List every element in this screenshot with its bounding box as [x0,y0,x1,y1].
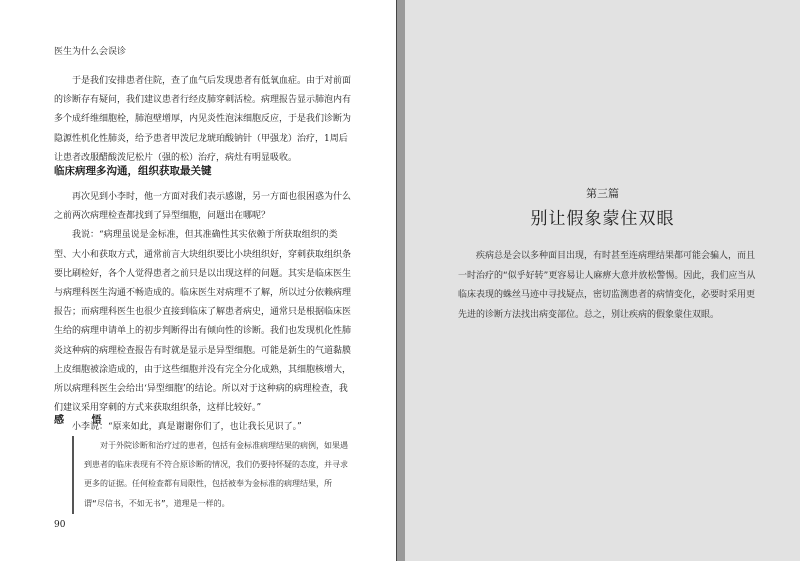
intro-text: 疾病总是会以多种面目出现，有时甚至连病理结果都可能会骗人，而且一时治疗的“似乎好转”更容易让人麻痹大意并放松警惕。因此，我们应当从临床表现的蛛丝马迹中寻找疑点，密切监测患者的病情变化，必要时采用更先进的诊断方法找出病变部位。总之，别让疾病的假象蒙住双眼。 [458,251,756,320]
book-gutter [397,0,405,561]
paragraph: 我说：“病理虽说是金标准，但其准确性其实依赖于所获取组织的类型、大小和获取方式，通常前言大块组织要比小块组织好，穿刺获取组织条要比刷检好，各个人觉得患者之前只是以出现这样的问题。其实是临床医生与病理科医生沟通不畅造成的。临床医生对病理不了解，所以过分依赖病理报告；而病理科医生也很少直接到临床了解患者病史，通常只是根据临床医生给的病理申请单上的初步判断得出有倾向性的诊断。我们也发现机化性肺炎这种病的病理检查报告有时就是显示是异型细胞。可能是新生的气道黏膜上皮细胞被涂造成的，由于这些细胞并没有完全分化成熟，其细胞核增大，所以病理科医生会给出‘异型细胞’的结论。所以对于这种病的病理检查，我们建议采用穿刺的方式来获取组织条，这样比较好。” [54,230,352,414]
paragraph: 再次见到小李时，他一方面对我们表示感谢，另一方面也很困惑为什么之前两次病理检查都找到了异型细胞，问题出在哪呢？ [54,192,352,222]
running-head: 医生为什么会误诊 [54,47,127,57]
part-intro [458,247,758,325]
paragraph: 于是我们安排患者住院，查了血气后发现患者有低氧血症。由于对前面的诊断存有疑问，我们建议患者行经皮肺穿刺活检。病理报告显示肺泡内有多个成纤维细胞栓，肺泡壁增厚，内见炎性泡沫细胞反应，于是我们诊断为隐源性机化性肺炎，给予患者甲泼尼龙琥珀酸钠针（甲强龙）治疗，1周后让患者改服醋酸泼尼松片（强的松）治疗，病灶有明显吸收。 [54,76,352,163]
reflection-text: 对于外院诊断和治疗过的患者，包括有金标准病理结果的病例，如果遇到患者的临床表现有不符合原诊断的情况，我们仍要持怀疑的态度，并寻求更多的证据。任何检查都有局限性，包括被奉为金标准的病理结果，所谓“尽信书，不如无书”，道理是一样的。 [84,441,348,508]
left-page [0,0,397,561]
reflection-title: 感 悟 [54,415,114,426]
page-number: 90 [54,520,66,530]
paragraph: 小李说：“原来如此，真是谢谢你们了，也让我长见识了。” [72,422,302,433]
part-title: 别让假象蒙住双眼 [530,209,675,229]
part-label: 第三篇 [586,187,619,200]
reflection-box [72,436,352,514]
body-text [54,72,354,168]
body-text-2 [54,188,354,438]
section-title: 临床病理多沟通，组织获取最关键 [54,165,212,177]
